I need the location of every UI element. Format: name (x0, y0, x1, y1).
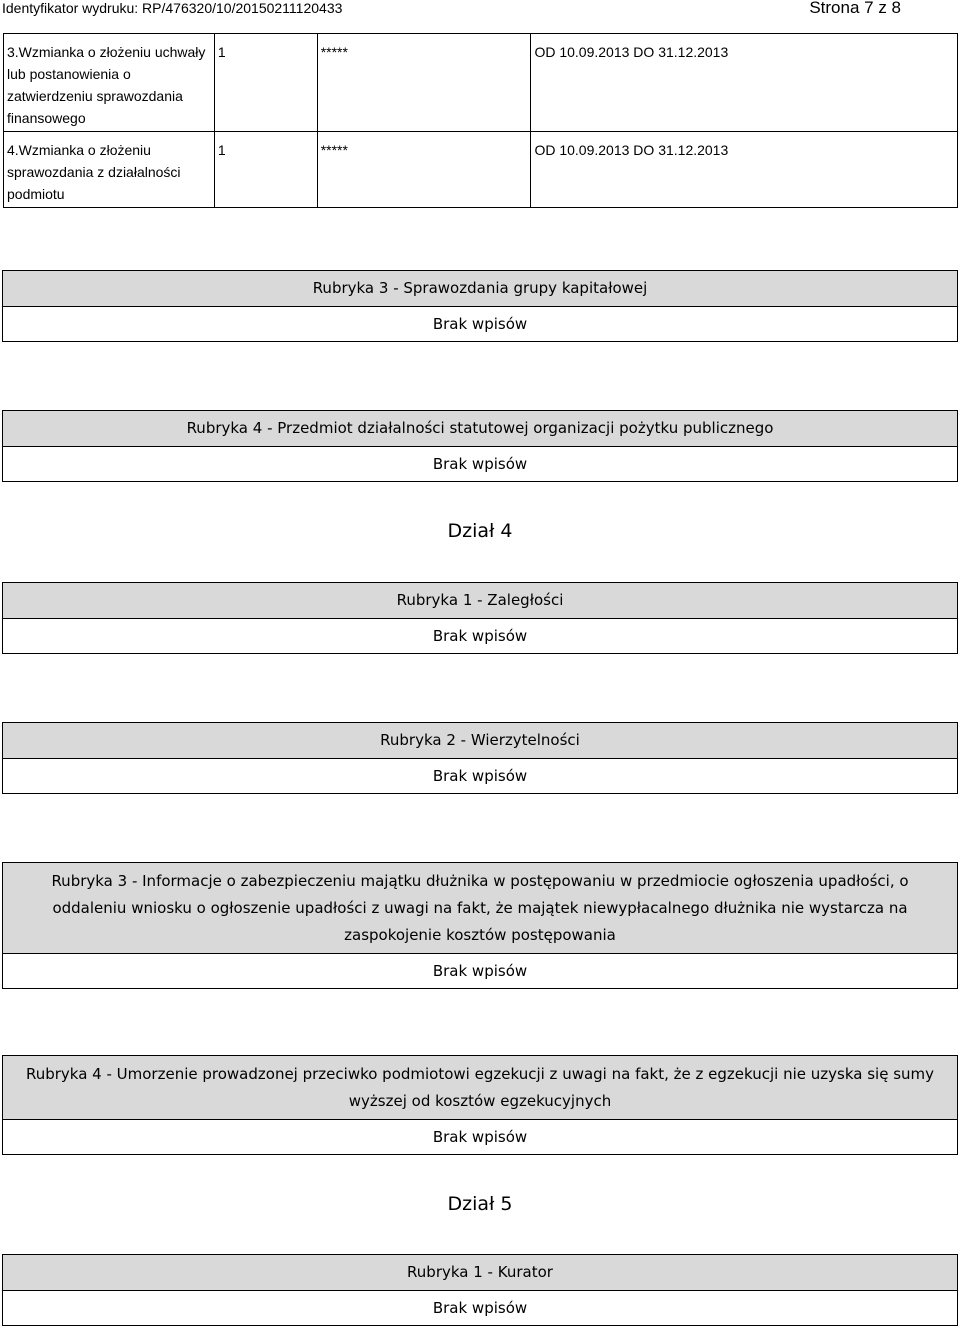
section-title: Rubryka 3 - Sprawozdania grupy kapitałowej (3, 271, 957, 307)
section-rubryka-4-przedmiot-dzialalnosci (2, 410, 958, 482)
section-rubryka-1-kurator (2, 1254, 958, 1326)
section-title: Rubryka 4 - Umorzenie prowadzonej przeciwko podmiotowi egzekucji z uwagi na fakt, że z egzekucji nie uzyska się sumy wyższej od kosztów egzekucyjnych (3, 1056, 957, 1120)
division-heading: Dział 5 (447, 1193, 513, 1215)
entry-period: OD 10.09.2013 DO 31.12.2013 (531, 132, 958, 208)
entry-mask: ***** (317, 132, 531, 208)
entry-number: 1 (214, 132, 317, 208)
entry-mask: ***** (317, 34, 531, 132)
section-rubryka-2-wierzytelnosci (2, 722, 958, 794)
section-rubryka-3-zabezpieczenie-majatku (2, 862, 958, 989)
section-body: Brak wpisów (432, 455, 528, 473)
table-row (4, 34, 958, 132)
filings-table (3, 33, 958, 208)
page-number: Strona 7 z 8 (809, 0, 901, 17)
section-title: Rubryka 1 - Kurator (3, 1255, 957, 1291)
section-title: Rubryka 3 - Informacje o zabezpieczeniu majątku dłużnika w postępowaniu w przedmiocie ogłoszenia upadłości, o oddaleniu wniosku o ogłoszenie upadłości z uwagi na fakt, że majątek niewypłacalnego dłużnika nie wystarcza na zaspokojenie kosztów postępowania (3, 863, 957, 954)
section-title: Rubryka 1 - Zaległości (3, 583, 957, 619)
section-title: Rubryka 4 - Przedmiot działalności statutowej organizacji pożytku publicznego (3, 411, 957, 447)
table-row (4, 132, 958, 208)
entry-name: 4.Wzmianka o złożeniu sprawozdania z działalności podmiotu (4, 132, 215, 208)
division-heading: Dział 4 (447, 520, 513, 542)
section-rubryka-1-zaleglosci (2, 582, 958, 654)
section-body: Brak wpisów (432, 1299, 528, 1317)
section-body: Brak wpisów (432, 627, 528, 645)
section-rubryka-3-grupy-kapitalowej (2, 270, 958, 342)
page-header (0, 0, 960, 22)
entry-period: OD 10.09.2013 DO 31.12.2013 (531, 34, 958, 132)
section-body: Brak wpisów (432, 962, 528, 980)
section-title: Rubryka 2 - Wierzytelności (3, 723, 957, 759)
print-identifier: Identyfikator wydruku: RP/476320/10/20150211120433 (2, 0, 343, 16)
section-body: Brak wpisów (432, 767, 528, 785)
section-rubryka-4-umorzenie-egzekucji (2, 1055, 958, 1155)
section-body: Brak wpisów (432, 1128, 528, 1146)
section-body: Brak wpisów (432, 315, 528, 333)
entry-name: 3.Wzmianka o złożeniu uchwały lub postanowienia o zatwierdzeniu sprawozdania finansowego (4, 34, 215, 132)
entry-number: 1 (214, 34, 317, 132)
